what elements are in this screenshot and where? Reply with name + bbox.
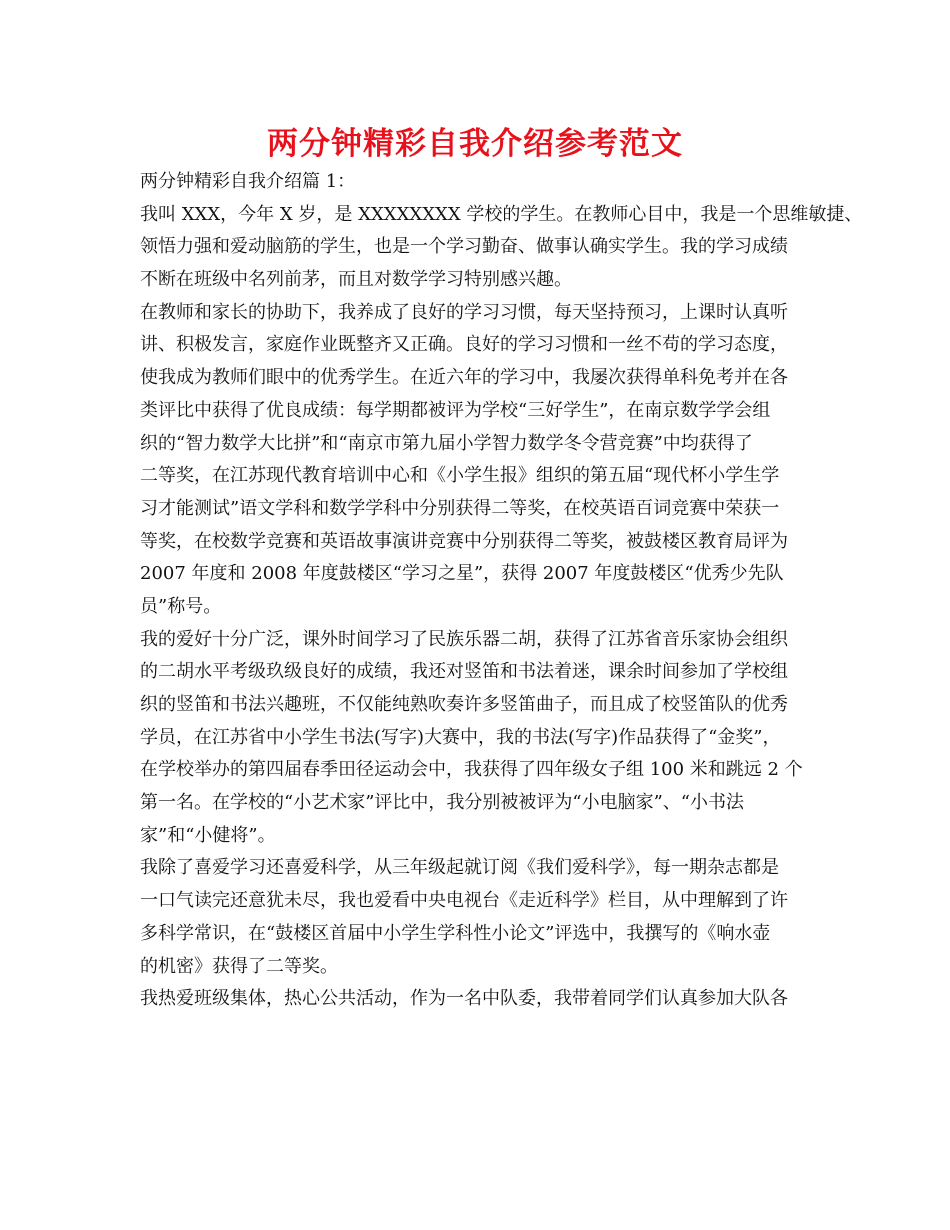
body-line: 织的“智力数学大比拼”和“南京市第九届小学智力数学冬令营竞赛”中均获得了 [140, 432, 753, 454]
body-line: 多科学常识，在“鼓楼区首届中小学生学科性小论文”评选中，我撰写的《响水壶 [140, 922, 771, 944]
body-line: 在教师和家长的协助下，我养成了良好的学习习惯，每天坚持预习，上课时认真听 [140, 301, 788, 323]
body-line: 不断在班级中名列前茅，而且对数学学习特别感兴趣。 [140, 269, 572, 291]
body-line: 我叫 XXX，今年 X 岁，是 XXXXXXXX 学校的学生。在教师心目中，我是一个思维敏捷、 [140, 203, 863, 225]
body-line: 二等奖，在江苏现代教育培训中心和《小学生报》组织的第五届“现代杯小学生学 [140, 465, 780, 487]
body-line: 我热爱班级集体，热心公共活动，作为一名中队委，我带着同学们认真参加大队各 [140, 988, 788, 1010]
body-line: 第一名。在学校的“小艺术家”评比中，我分别被被评为“小电脑家”、“小书法 [140, 792, 745, 814]
body-line: 的机密》获得了二等奖。 [140, 955, 338, 977]
document-body [140, 166, 863, 1016]
body-line: 类评比中获得了优良成绩：每学期都被评为学校“三好学生”，在南京数学学会组 [140, 399, 771, 421]
body-line: 员”称号。 [140, 595, 222, 617]
body-line: 我除了喜爱学习还喜爱科学，从三年级起就订阅《我们爱科学》，每一期杂志都是 [140, 857, 779, 879]
body-line: 两分钟精彩自我介绍篇 1： [140, 171, 356, 192]
body-line: 的二胡水平考级玖级良好的成绩，我还对竖笛和书法着迷，课余时间参加了学校组 [140, 661, 788, 683]
document-title: 两分钟精彩自我介绍参考范文 [267, 126, 683, 162]
body-line: 家”和“小健将”。 [140, 824, 276, 846]
body-line: 等奖，在校数学竞赛和英语故事演讲竞赛中分别获得二等奖，被鼓楼区教育局评为 [140, 530, 788, 552]
body-line: 使我成为教师们眼中的优秀学生。在近六年的学习中，我屡次获得单科免考并在各 [140, 367, 788, 389]
body-line: 学员，在江苏省中小学生书法(写字)大赛中，我的书法(写字)作品获得了“金奖”， [140, 726, 781, 748]
body-line: 在学校举办的第四届春季田径运动会中，我获得了四年级女子组 100 米和跳远 2 个 [140, 759, 803, 781]
body-line: 习才能测试”语文学科和数学学科中分别获得二等奖，在校英语百词竞赛中荣获一 [140, 497, 780, 519]
body-line: 2007 年度和 2008 年度鼓楼区“学习之星”，获得 2007 年度鼓楼区“优秀少先队 [140, 563, 784, 585]
body-line: 领悟力强和爱动脑筋的学生，也是一个学习勤奋、做事认确实学生。我的学习成绩 [140, 236, 788, 258]
body-line: 我的爱好十分广泛，课外时间学习了民族乐器二胡，获得了江苏省音乐家协会组织 [140, 628, 788, 650]
body-line: 织的竖笛和书法兴趣班，不仅能纯熟吹奏许多竖笛曲子，而且成了校竖笛队的优秀 [140, 694, 788, 715]
body-line: 一口气读完还意犹未尽，我也爱看中央电视台《走近科学》栏目，从中理解到了许 [140, 890, 788, 912]
body-line: 讲、积极发言，家庭作业既整齐又正确。良好的学习习惯和一丝不苟的学习态度， [140, 334, 788, 356]
